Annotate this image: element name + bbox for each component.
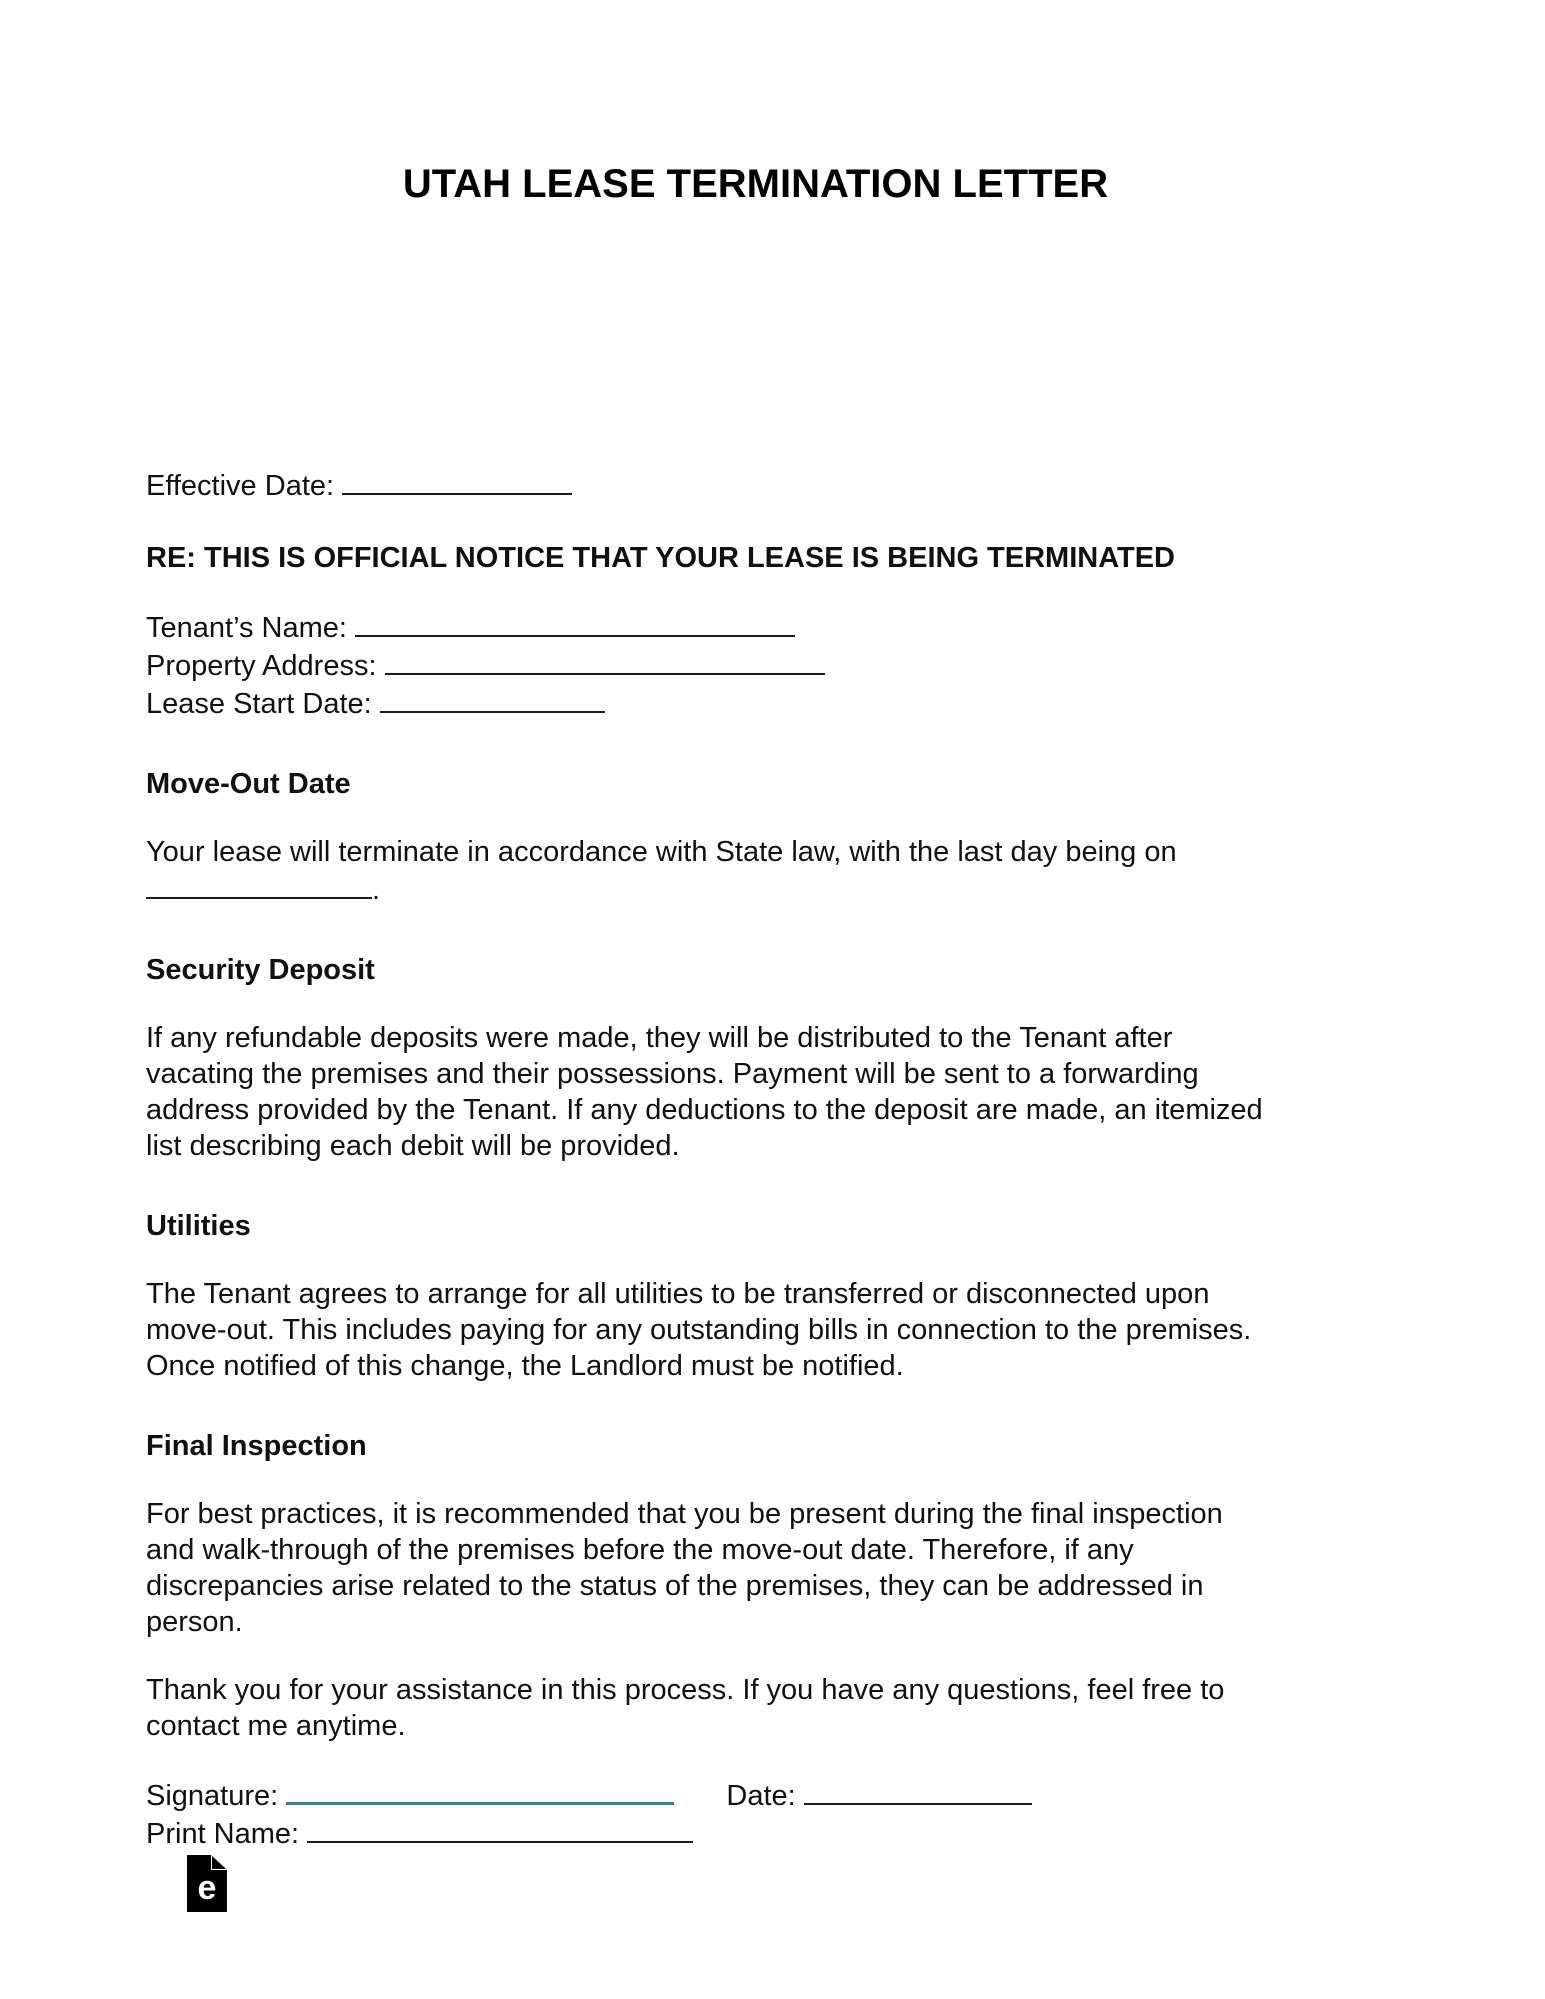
utilities-line-3: Once notified of this change, the Landlord must be notified. (146, 1350, 904, 1382)
signature-label: Signature: (146, 1780, 279, 1812)
tenant-name-label: Tenant’s Name: (146, 612, 347, 644)
tenant-name-blank (355, 608, 795, 637)
security-deposit-paragraph (146, 1020, 1365, 1164)
section-heading-move-out-date: Move-Out Date (146, 768, 351, 800)
lease-start-date-blank (380, 684, 605, 713)
signature-date-row (146, 1776, 1365, 1814)
final-inspection-line-1: For best practices, it is recommended that you be present during the final inspection (146, 1498, 1223, 1530)
eforms-logo-letter: e (197, 1869, 217, 1907)
utilities-line-1: The Tenant agrees to arrange for all utilities to be transferred or disconnected upon (146, 1278, 1210, 1310)
utilities-paragraph (146, 1276, 1365, 1384)
signature-block (146, 1776, 1365, 1852)
security-deposit-line-1: If any refundable deposits were made, they will be distributed to the Tenant after (146, 1022, 1173, 1054)
effective-date-blank (342, 466, 572, 495)
lease-start-date-row (146, 684, 1365, 722)
move-out-date-blank (146, 870, 372, 899)
closing-line-1: Thank you for your assistance in this process. If you have any questions, feel free to (146, 1674, 1225, 1706)
section-heading-final-inspection: Final Inspection (146, 1430, 367, 1462)
tenant-name-row (146, 608, 1365, 646)
property-address-blank (385, 646, 825, 675)
effective-date-label: Effective Date: (146, 470, 335, 502)
security-deposit-line-3: address provided by the Tenant. If any deductions to the deposit are made, an itemized (146, 1094, 1263, 1126)
lease-start-date-label: Lease Start Date: (146, 688, 372, 720)
closing-paragraph (146, 1672, 1365, 1744)
final-inspection-line-3: discrepancies arise related to the status of the premises, they can be addressed in (146, 1570, 1204, 1602)
move-out-period: . (372, 874, 381, 906)
re-notice-line: RE: THIS IS OFFICIAL NOTICE THAT YOUR LEASE IS BEING TERMINATED (146, 542, 1176, 574)
final-inspection-paragraph (146, 1496, 1365, 1640)
effective-date-row (146, 466, 1365, 504)
section-heading-security-deposit: Security Deposit (146, 954, 375, 986)
final-inspection-line-4: person. (146, 1606, 243, 1638)
page-title: UTAH LEASE TERMINATION LETTER (402, 162, 1109, 206)
date-label: Date: (726, 1780, 796, 1812)
property-address-row (146, 646, 1365, 684)
tenant-fields (146, 608, 1365, 722)
move-out-blank-row (146, 870, 1365, 908)
signature-field[interactable] (286, 1776, 674, 1805)
move-out-line-1: Your lease will terminate in accordance with State law, with the last day being on (146, 836, 1177, 868)
print-name-blank (307, 1814, 693, 1843)
final-inspection-line-2: and walk-through of the premises before the move-out date. Therefore, if any (146, 1534, 1134, 1566)
security-deposit-line-4: list describing each debit will be provided. (146, 1130, 680, 1162)
section-heading-utilities: Utilities (146, 1210, 251, 1242)
date-blank (804, 1776, 1032, 1805)
move-out-paragraph (146, 834, 1365, 908)
property-address-label: Property Address: (146, 650, 377, 682)
print-name-label: Print Name: (146, 1818, 300, 1850)
closing-line-2: contact me anytime. (146, 1710, 406, 1742)
eforms-logo (187, 1855, 227, 1912)
utilities-line-2: move-out. This includes paying for any outstanding bills in connection to the premises. (146, 1314, 1252, 1346)
security-deposit-line-2: vacating the premises and their possessions. Payment will be sent to a forwarding (146, 1058, 1199, 1090)
print-name-row (146, 1814, 1365, 1852)
